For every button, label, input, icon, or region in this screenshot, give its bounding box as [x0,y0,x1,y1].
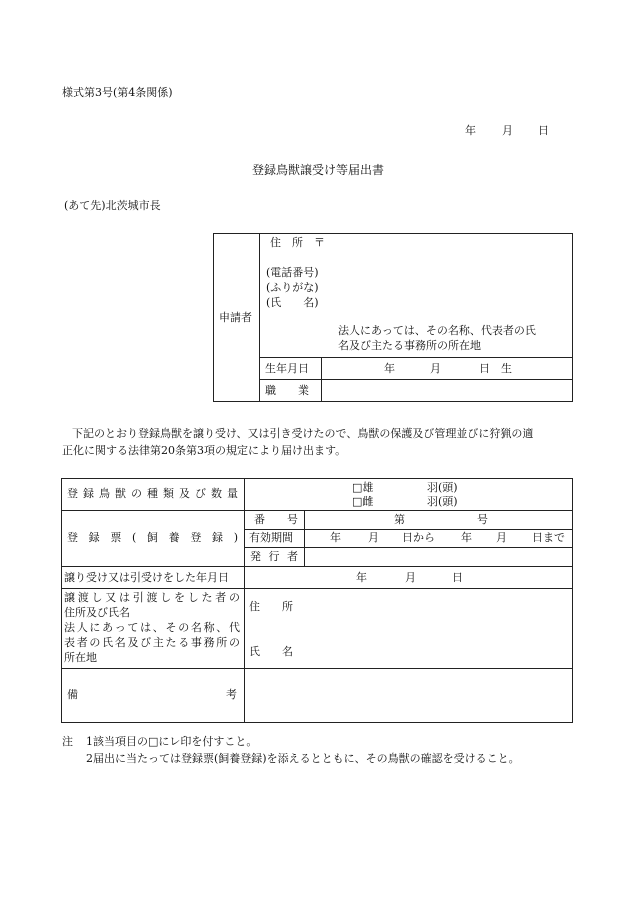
applicant-label: 申請者 [219,311,252,324]
applicant-address: 住 所 〒 [270,236,325,249]
birth-day: 日 生 [479,362,512,375]
valid-to-day: 日まで [532,531,565,544]
row-registration-label: 登録票(飼養登録) [67,531,238,544]
statement-line-1: 下記のとおり登録鳥獣を譲り受け、又は引き受けたので、鳥獣の保護及び管理並びに狩猟の適 [72,427,534,440]
addressee: (あて先)北茨城市長 [64,199,161,212]
row-transferor-label-4: 表者の氏名及び主たる事務所の [64,636,240,649]
applicant-corp-note-1: 法人にあっては、その名称、代表者の氏 [338,324,536,337]
note-2: 2届出に当たっては登録票(飼養登録)を添えるとともに、その鳥獣の確認を受けること。 [86,752,520,765]
female-checkbox-label: □雌 [352,495,374,508]
applicant-name: (氏 名) [266,296,319,309]
applicant-corp-note-2: 名及び主たる事務所の所在地 [338,339,481,352]
notes-prefix: 注 [62,735,73,748]
transfer-year: 年 [356,571,367,584]
remarks-label-left: 備 [67,688,78,701]
table-divider-label [244,478,245,723]
number-label: 番 号 [254,513,298,526]
male-unit: 羽(頭) [427,481,458,494]
note-1: 1該当項目の□にレ印を付すこと。 [86,735,258,748]
row-transferor-label-1: 譲渡し又は引渡しをした者の [64,591,240,604]
table-rule-row2 [61,566,573,567]
table-rule-row3 [61,588,573,589]
number-prefix: 第 [394,513,405,526]
transferor-address-label: 住 所 [249,600,293,613]
valid-from-month: 月 [368,531,379,544]
transfer-month: 月 [405,571,416,584]
date-day: 日 [538,124,549,137]
table-rule-row4 [61,668,573,669]
applicant-divider [259,233,260,402]
remarks-label-right: 考 [226,688,237,701]
transfer-day: 日 [452,571,463,584]
valid-from-year: 年 [330,531,341,544]
table-divider-sub [304,510,305,566]
date-month: 月 [502,124,513,137]
table-rule-number [244,529,573,530]
table-rule-row1 [61,510,573,511]
transferor-name-label: 氏 名 [249,645,293,658]
date-year: 年 [465,124,476,137]
applicant-rule-2 [259,379,573,380]
row-transferor-label-5: 所在地 [64,651,97,664]
birth-year: 年 [384,362,395,375]
table-rule-valid [244,547,573,548]
female-unit: 羽(頭) [427,495,458,508]
statement-line-2: 正化に関する法律第20条第3項の規定により届け出ます。 [62,444,347,457]
valid-label: 有効期間 [249,531,293,544]
row-species-label: 登録鳥獣の種類及び数量 [67,487,238,500]
valid-to-month: 月 [496,531,507,544]
issuer-label: 発行者 [250,550,298,563]
male-checkbox-label: □雄 [352,481,374,494]
applicant-frame [213,233,573,402]
job-label: 職 業 [265,384,309,397]
row-transferor-label-2: 住所及び氏名 [64,606,130,619]
valid-from-day: 日から [402,531,435,544]
birth-month: 月 [430,362,441,375]
form-number: 様式第3号(第4条関係) [62,86,173,99]
row-transfer-date-label: 譲り受け又は引受けをした年月日 [64,571,229,584]
birth-label: 生年月日 [265,362,309,375]
row-transferor-label-3: 法人にあっては、その名称、代 [64,621,240,634]
applicant-phone: (電話番号) [266,266,319,279]
applicant-inner-divider [321,357,322,402]
applicant-rule-1 [259,357,573,358]
page-title: 登録鳥獣譲受け等届出書 [252,163,385,177]
number-suffix: 号 [477,513,488,526]
applicant-furigana: (ふりがな) [266,281,319,294]
valid-to-year: 年 [461,531,472,544]
